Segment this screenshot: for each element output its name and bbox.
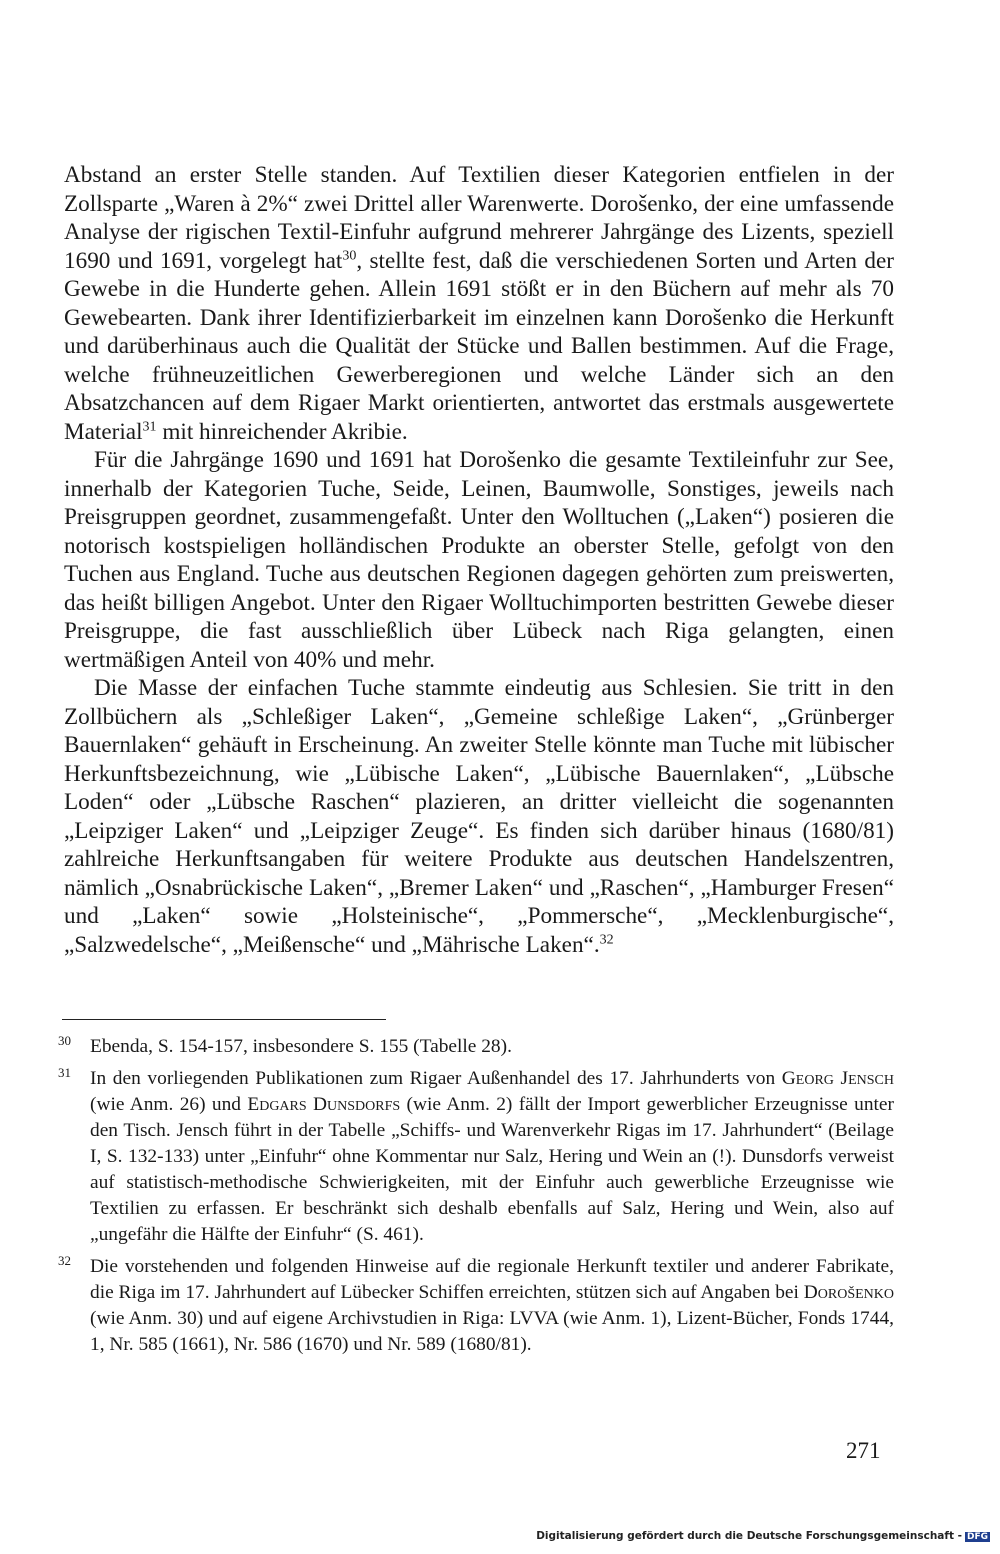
- footnote-31: [58, 1066, 894, 1248]
- footnote-number: 32: [58, 1253, 71, 1268]
- author-name: Dorošenko: [803, 1282, 894, 1303]
- paragraph-2: Für die Jahrgänge 1690 und 1691 hat Dorošenko die gesamte Textileinfuhr zur See, innerhalb der Kategorien Tuche, Seide, Leinen, Baumwolle, Sonstiges, jeweils nach Preisgruppen geordnet, zusammengefaßt. Unter den Wolltuchen („Laken“) posieren die notorisch kostspieligen holländischen Produkte an oberster Stelle, gefolgt von den Tuchen aus England. Tuche aus deutschen Regionen dagegen gehörten zum preiswerten, das heißt billigen Angebot. Unter den Rigaer Wolltuchimporten bestritten Gewebe dieser Preisgruppe, die fast ausschließlich über Lübeck nach Riga gelangten, einen wertmäßigen Anteil von 40% und mehr.: [64, 447, 894, 673]
- footnote-text: (wie Anm. 30) und auf eigene Archivstudien in Riga: LVVA (wie Anm. 1), Lizent-Bücher, Fonds 1744, 1, Nr. 585 (1661), Nr. 586 (1670) und Nr. 589 (1680/81).: [90, 1308, 894, 1355]
- body-text: [64, 161, 894, 959]
- author-name: Edgars Dunsdorfs: [247, 1094, 401, 1115]
- paragraph-3: [64, 674, 894, 959]
- footnote-30: [58, 1034, 894, 1060]
- footnote-text: In den vorliegenden Publikationen zum Rigaer Außenhandel des 17. Jahrhunderts von: [90, 1068, 782, 1089]
- footnotes: [58, 1034, 894, 1364]
- page-number: 271: [846, 1438, 881, 1463]
- paragraph-3-text: Die Masse der einfachen Tuche stammte eindeutig aus Schlesien. Sie tritt in den Zollbüchern als „Schleßiger Laken“, „Gemeine schleßige Laken“, „Grünberger Bauernlaken“ gehäuft in Erscheinung. An zweiter Stelle könnte man Tuche mit lübischer Herkunftsbezeichnung, wie „Lübische Laken“, „Lübische Bauernlaken“, „Lübsche Loden“ oder „Lübsche Raschen“ plazieren, an dritter vielleicht die sogenannten „Leipziger Laken“ und „Leipziger Zeuge“. Es finden sich darüber hinaus (1680/81) zahlreiche Herkunftsangaben für weitere Produkte aus deutschen Handelszentren, nämlich „Osnabrückische Laken“, „Bremer Laken“ und „Raschen“, „Hamburger Fresen“ und „Laken“ sowie „Holsteinische“, „Pommersche“, „Mecklenburgische“, „Salzwedelsche“, „Meißensche“ und „Mährische Laken“.: [64, 675, 894, 958]
- paragraph-1: [64, 161, 894, 446]
- footnote-32: [58, 1254, 894, 1358]
- paragraph-1-part-2: , stellte fest, daß die verschiedenen Sorten und Arten der Gewebe in die Hunderte gehen. Allein 1691 stößt er in den Büchern auf mehr als 70 Gewebearten. Dank ihrer Identifizierbarkeit im einzelnen kann Dorošenko die Herkunft und darüberhinaus auch die Qualität der Stücke und Ballen bestimmen. Auf die Frage, welche frühneuzeitlichen Gewerberegionen und welche Länder sich an den Absatzchancen auf dem Rigaer Markt orientierten, antwortet das erstmals ausgewertete Material: [64, 247, 894, 445]
- paragraph-1-part-1: Abstand an erster Stelle standen. Auf Textilien dieser Kategorien entfielen in der Zollsparte „Waren à 2%“ zwei Drittel aller Warenwerte. Dorošenko, der eine umfassende Analyse der rigischen Textil-Einfuhr aufgrund mehrerer Jahrgänge des Lizents, speziell 1690 und 1691, vorgelegt hat: [64, 162, 894, 274]
- dfg-notice-text: Digitalisierung gefördert durch die Deutsche Forschungsgemeinschaft -: [536, 1530, 962, 1542]
- footnote-number: 31: [58, 1065, 71, 1080]
- footnote-text: (wie Anm. 2) fällt der Import gewerblicher Erzeugnisse unter den Tisch. Jensch führt in der Tabelle „Schiffs- und Warenverkehr Rigas im 17. Jahrhundert“ (Beilage I, S. 132-133) unter „Einfuhr“ ohne Kommentar nur Salz, Hering und Wein an (!). Dunsdorfs verweist auf statistisch-methodische Schwierigkeiten, mit der Einfuhr auch gewerbliche Erzeugnisse wie Textilien zu erfassen. Er beschränkt sich deshalb ebenfalls auf Salz, Hering und Wein, also auf „ungefähr die Hälfte der Einfuhr“ (S. 461).: [90, 1094, 894, 1245]
- footnote-number: 30: [58, 1033, 71, 1048]
- footnote-ref-31[interactable]: 31: [142, 418, 157, 434]
- dfg-logo-icon: DFG: [966, 1532, 988, 1542]
- footnote-text: Die vorstehenden und folgenden Hinweise auf die regionale Herkunft textiler und anderer Fabrikate, die Riga im 17. Jahrhundert auf Lübecker Schiffen erreichten, stützen sich auf Angaben bei: [90, 1256, 894, 1303]
- footnote-ref-30[interactable]: 30: [342, 247, 357, 263]
- dfg-funding-notice: [536, 1530, 990, 1542]
- footnote-ref-32[interactable]: 32: [599, 931, 614, 947]
- footnote-text: Ebenda, S. 154-157, insbesondere S. 155 (Tabelle 28).: [90, 1036, 512, 1057]
- footnote-divider: [62, 1019, 386, 1020]
- author-name: Georg Jensch: [781, 1068, 894, 1089]
- paragraph-1-part-3: mit hinreichender Akribie.: [156, 418, 408, 445]
- footnote-text: (wie Anm. 26) und: [90, 1094, 248, 1115]
